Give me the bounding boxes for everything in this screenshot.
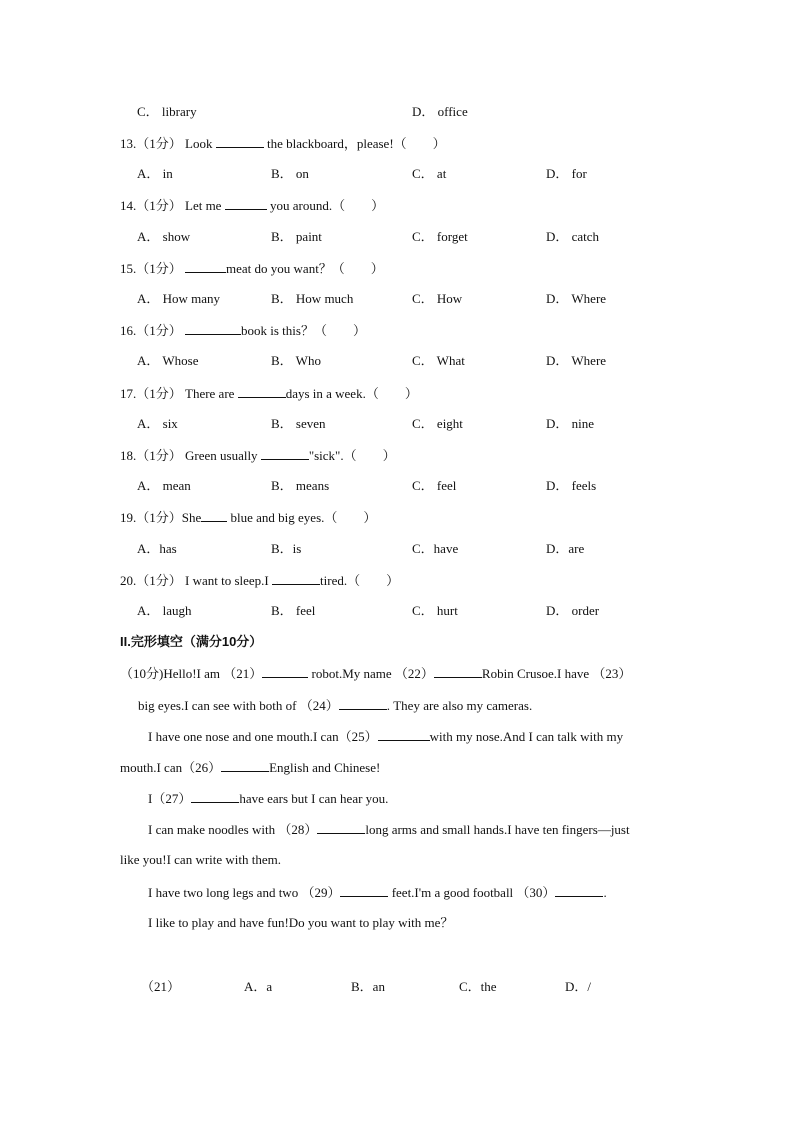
option-b: B．is xyxy=(271,541,302,556)
option-c: C． eight xyxy=(412,416,463,431)
option-d: D．are xyxy=(546,541,585,556)
option-b: B． seven xyxy=(271,416,326,431)
option-b: B． paint xyxy=(271,229,322,244)
option-b: B． on xyxy=(271,166,309,181)
answer-blank xyxy=(262,665,308,678)
option-a: A． How many xyxy=(137,291,221,306)
option-d: D． feels xyxy=(546,478,597,493)
option-b: B． means xyxy=(271,478,330,493)
option-d: D． nine xyxy=(546,416,595,431)
option-d: D． order xyxy=(546,603,600,618)
passage-line: big eyes.I can see with both of （24） . They are also my cameras. xyxy=(138,698,533,713)
answer-blank xyxy=(340,884,388,897)
option-a: A． laugh xyxy=(137,603,192,618)
option-a: A． in xyxy=(137,166,173,181)
answer-blank xyxy=(434,665,482,678)
question-17: 17.（1分） There are days in a week.（ ） xyxy=(120,386,418,401)
option-c: C．the xyxy=(459,979,497,994)
option-c: C．have xyxy=(412,541,459,556)
question-16: 16.（1分） book is this？（ ） xyxy=(120,323,366,338)
answer-blank xyxy=(201,509,227,522)
passage-line: mouth.I can（26） English and Chinese! xyxy=(120,760,381,775)
option-a: A． Whose xyxy=(137,353,199,368)
section-heading: II.完形填空（满分10分） xyxy=(120,634,263,649)
option-d: D．/ xyxy=(565,979,592,994)
question-20: 20.（1分） I want to sleep.I tired.（ ） xyxy=(120,573,400,588)
passage-line: I have one nose and one mouth.I can（25） with my nose.And I can talk with my xyxy=(148,729,624,744)
answer-blank xyxy=(191,790,239,803)
option-d: D． Where xyxy=(546,353,607,368)
option-b: B．an xyxy=(351,979,385,994)
option-c: C． hurt xyxy=(412,603,458,618)
answer-blank xyxy=(225,197,267,210)
question-21-label: （21） xyxy=(141,979,181,994)
option-c: C． library xyxy=(137,104,197,119)
option-d: D． office xyxy=(412,104,468,119)
answer-blank xyxy=(339,697,387,710)
answer-blank xyxy=(185,322,241,335)
passage-line: I can make noodles with （28） long arms and small hands.I have ten fingers—just xyxy=(148,822,630,837)
option-a: A．a xyxy=(244,979,273,994)
passage-line: I（27） have ears but I can hear you. xyxy=(148,791,389,806)
passage-line: like you!I can write with them. xyxy=(120,852,282,867)
question-14: 14.（1分） Let me you around.（ ） xyxy=(120,198,385,213)
answer-blank xyxy=(378,728,430,741)
option-d: D． catch xyxy=(546,229,600,244)
answer-blank xyxy=(272,572,320,585)
option-b: B． How much xyxy=(271,291,354,306)
option-b: B． feel xyxy=(271,603,316,618)
option-c: C． feel xyxy=(412,478,457,493)
answer-blank xyxy=(317,821,365,834)
passage-line: I have two long legs and two （29） feet.I'm a good football （30） . xyxy=(148,885,607,900)
option-d: D． Where xyxy=(546,291,607,306)
question-13: 13.（1分） Look the blackboard，please!（ ） xyxy=(120,136,446,151)
option-b: B． Who xyxy=(271,353,321,368)
answer-blank xyxy=(555,884,603,897)
answer-blank xyxy=(221,759,269,772)
option-c: C． What xyxy=(412,353,465,368)
option-c: C． How xyxy=(412,291,463,306)
option-a: A． show xyxy=(137,229,191,244)
answer-blank xyxy=(238,385,286,398)
question-15: 15.（1分） meat do you want？（ ） xyxy=(120,261,384,276)
question-19: 19.（1分）She blue and big eyes.（ ） xyxy=(120,510,377,525)
answer-blank xyxy=(185,260,226,273)
option-a: A． mean xyxy=(137,478,191,493)
question-18: 18.（1分） Green usually "sick".（ ） xyxy=(120,448,396,463)
passage-line: I like to play and have fun!Do you want to play with me？ xyxy=(148,915,454,930)
option-d: D． for xyxy=(546,166,587,181)
answer-blank xyxy=(216,135,264,148)
option-c: C． forget xyxy=(412,229,468,244)
option-a: A．has xyxy=(137,541,177,556)
option-c: C． at xyxy=(412,166,447,181)
option-a: A． six xyxy=(137,416,178,431)
answer-blank xyxy=(261,447,309,460)
passage-line: （10分)Hello!I am （21） robot.My name （22） Robin Crusoe.I have （23） xyxy=(120,666,632,681)
